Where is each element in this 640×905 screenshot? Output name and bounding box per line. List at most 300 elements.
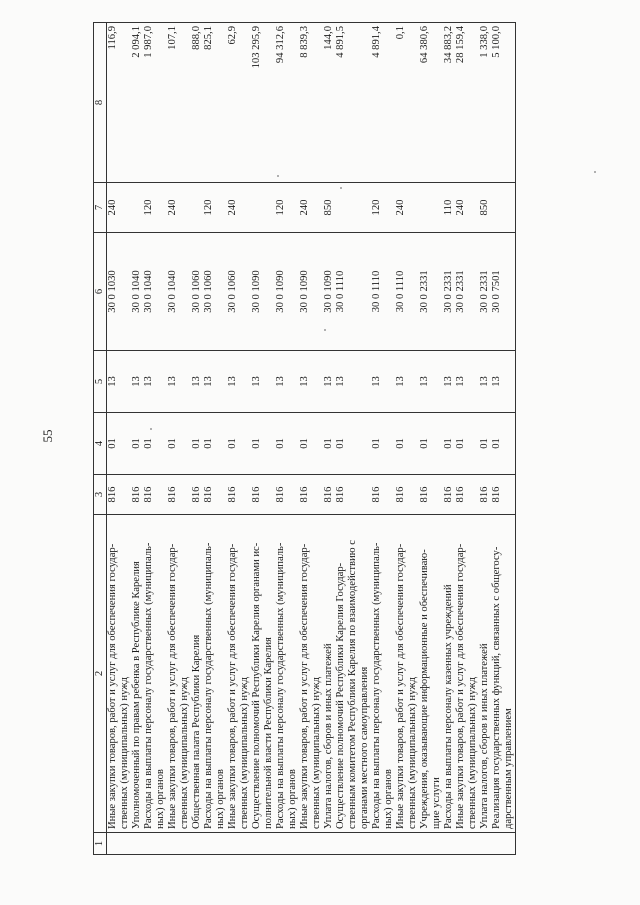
- cell-text: 94 312,6: [275, 26, 286, 64]
- cell-text: 240: [299, 199, 310, 216]
- cell-text: 816: [419, 486, 430, 503]
- cell-text: щие услуги: [431, 777, 442, 829]
- cell-c4: [191, 413, 203, 475]
- cell-c3: [167, 475, 191, 515]
- cell-c1: [203, 833, 227, 855]
- cell-text: ных) органов: [215, 769, 226, 829]
- cell-text: Осуществление полномочий Республики Карелия Государ-: [335, 562, 346, 829]
- cell-c1: [479, 833, 491, 855]
- cell-c3: [419, 475, 443, 515]
- cell-c1: [395, 833, 419, 855]
- cell-text: Иные закупки товаров, работ и услуг для обеспечения государ-: [395, 543, 406, 829]
- cell-text: 816: [371, 486, 382, 503]
- cell-c8: [143, 23, 167, 183]
- row-name-cell: [491, 515, 516, 833]
- cell-text: Уплата налогов, сборов и иных платежей: [323, 643, 334, 829]
- cell-text: 64 380,6: [419, 26, 430, 64]
- cell-c3: [395, 475, 419, 515]
- cell-c3: [191, 475, 203, 515]
- cell-text: 13: [479, 376, 490, 387]
- cell-text: 0,1: [395, 26, 406, 40]
- cell-c3: [455, 475, 479, 515]
- cell-text: 01: [251, 438, 262, 449]
- cell-c8: [227, 23, 251, 183]
- cell-text: 850: [323, 199, 334, 216]
- table-row: [143, 23, 167, 855]
- column-header-4: 4: [94, 413, 107, 475]
- cell-c7: [371, 183, 395, 233]
- cell-text: 01: [167, 438, 178, 449]
- table-row: [491, 23, 516, 855]
- cell-c6: [299, 233, 323, 351]
- cell-text: дарственным управлением: [503, 708, 514, 829]
- cell-c4: [371, 413, 395, 475]
- cell-c1: [107, 833, 132, 855]
- row-name-cell: [167, 515, 191, 833]
- cell-text: 30 0 1090: [323, 270, 334, 313]
- scan-speck: [324, 329, 326, 331]
- cell-c5: [131, 351, 143, 413]
- table-row: [131, 23, 143, 855]
- cell-c1: [131, 833, 143, 855]
- cell-text: Иные закупки товаров, работ и услуг для обеспечения государ-: [227, 543, 238, 829]
- cell-c8: [203, 23, 227, 183]
- cell-c1: [455, 833, 479, 855]
- table-row: [419, 23, 443, 855]
- cell-text: 825,1: [203, 26, 214, 50]
- cell-text: 120: [143, 199, 154, 216]
- budget-table: [93, 22, 516, 855]
- row-name-cell: [143, 515, 167, 833]
- cell-text: 2 094,1: [131, 26, 142, 58]
- cell-c4: [335, 413, 371, 475]
- cell-text: ственных (муниципальных) нужд: [179, 677, 190, 829]
- cell-text: 30 0 1110: [371, 270, 382, 313]
- cell-c7: [167, 183, 191, 233]
- cell-c6: [491, 233, 516, 351]
- cell-text: ственных (муниципальных) нужд: [407, 677, 418, 829]
- column-header-2: 2: [94, 515, 107, 833]
- cell-c7: [479, 183, 491, 233]
- cell-c6: [371, 233, 395, 351]
- cell-text: 01: [191, 438, 202, 449]
- cell-text: 01: [443, 438, 454, 449]
- cell-text: 13: [419, 376, 430, 387]
- row-name-cell: [479, 515, 491, 833]
- cell-c5: [491, 351, 516, 413]
- cell-text: 30 0 2331: [419, 270, 430, 313]
- row-name-cell: [107, 515, 132, 833]
- cell-text: 850: [479, 199, 490, 216]
- cell-text: 13: [143, 376, 154, 387]
- cell-c5: [275, 351, 299, 413]
- cell-c4: [323, 413, 335, 475]
- row-name-cell: [443, 515, 455, 833]
- table-row: [299, 23, 323, 855]
- cell-text: Иные закупки товаров, работ и услуг для обеспечения государ-: [107, 543, 118, 829]
- cell-c4: [203, 413, 227, 475]
- cell-c8: [419, 23, 443, 183]
- cell-text: 1 987,0: [143, 26, 154, 58]
- row-name-cell: [227, 515, 251, 833]
- cell-c4: [395, 413, 419, 475]
- cell-c7: [455, 183, 479, 233]
- cell-c1: [191, 833, 203, 855]
- cell-c7: [491, 183, 516, 233]
- cell-text: 816: [323, 486, 334, 503]
- cell-text: 13: [371, 376, 382, 387]
- cell-c4: [491, 413, 516, 475]
- cell-text: 01: [335, 438, 346, 449]
- cell-text: 01: [299, 438, 310, 449]
- cell-c8: [455, 23, 479, 183]
- cell-text: 240: [167, 199, 178, 216]
- cell-c5: [443, 351, 455, 413]
- cell-text: 13: [299, 376, 310, 387]
- cell-text: 13: [203, 376, 214, 387]
- cell-c5: [395, 351, 419, 413]
- cell-text: 30 0 1060: [227, 270, 238, 313]
- cell-c1: [251, 833, 275, 855]
- cell-c5: [251, 351, 275, 413]
- cell-text: 816: [479, 486, 490, 503]
- cell-text: 240: [107, 199, 118, 216]
- cell-c6: [419, 233, 443, 351]
- cell-text: ственных (муниципальных) нужд: [467, 677, 478, 829]
- cell-text: 116,9: [107, 26, 118, 50]
- column-header-8: 8: [94, 23, 107, 183]
- cell-text: 103 295,9: [251, 26, 262, 69]
- cell-text: 107,1: [167, 26, 178, 50]
- cell-c3: [443, 475, 455, 515]
- cell-text: 01: [275, 438, 286, 449]
- cell-text: 30 0 1040: [143, 270, 154, 313]
- cell-c4: [419, 413, 443, 475]
- cell-c3: [335, 475, 371, 515]
- cell-text: 01: [419, 438, 430, 449]
- column-header-7: 7: [94, 183, 107, 233]
- cell-text: 816: [167, 486, 178, 503]
- row-name-cell: [335, 515, 371, 833]
- table-row: [107, 23, 132, 855]
- cell-text: Учреждения, оказывающие информационные и обеспечиваю-: [419, 549, 430, 829]
- cell-text: 120: [275, 199, 286, 216]
- cell-c7: [131, 183, 143, 233]
- cell-c5: [203, 351, 227, 413]
- cell-text: 816: [275, 486, 286, 503]
- column-header-1: 1: [94, 833, 107, 855]
- table-row: [167, 23, 191, 855]
- cell-text: 4 891,4: [371, 26, 382, 58]
- page-number: 55: [40, 429, 55, 443]
- cell-text: Осуществление полномочий Республики Карелия органами ис-: [251, 542, 262, 829]
- cell-c8: [275, 23, 299, 183]
- scan-speck: [340, 187, 342, 189]
- scan-speck: [277, 175, 279, 177]
- cell-text: 30 0 1090: [275, 270, 286, 313]
- cell-text: 30 0 1110: [335, 270, 346, 313]
- cell-text: 240: [455, 199, 466, 216]
- cell-c6: [323, 233, 335, 351]
- table-row: [323, 23, 335, 855]
- column-header-5: 5: [94, 351, 107, 413]
- cell-c1: [227, 833, 251, 855]
- header-row: [94, 23, 107, 855]
- cell-c5: [167, 351, 191, 413]
- cell-c4: [251, 413, 275, 475]
- cell-c4: [227, 413, 251, 475]
- cell-c5: [107, 351, 132, 413]
- cell-text: 13: [395, 376, 406, 387]
- cell-c8: [443, 23, 455, 183]
- cell-c7: [107, 183, 132, 233]
- cell-text: 13: [335, 376, 346, 387]
- cell-text: 01: [107, 438, 118, 449]
- cell-text: 816: [203, 486, 214, 503]
- cell-text: 816: [107, 486, 118, 503]
- column-header-6: 6: [94, 233, 107, 351]
- cell-c6: [455, 233, 479, 351]
- cell-text: 01: [371, 438, 382, 449]
- cell-c8: [167, 23, 191, 183]
- cell-c1: [419, 833, 443, 855]
- cell-c3: [143, 475, 167, 515]
- cell-c6: [227, 233, 251, 351]
- cell-c3: [251, 475, 275, 515]
- cell-text: 816: [191, 486, 202, 503]
- cell-text: 110: [443, 199, 454, 216]
- cell-c7: [191, 183, 203, 233]
- cell-c8: [371, 23, 395, 183]
- scan-speck: [594, 171, 596, 173]
- cell-c6: [143, 233, 167, 351]
- cell-text: 1 338,0: [479, 26, 490, 58]
- cell-text: 01: [227, 438, 238, 449]
- cell-text: Иные закупки товаров, работ и услуг для обеспечения государ-: [299, 543, 310, 829]
- cell-c1: [167, 833, 191, 855]
- cell-c3: [371, 475, 395, 515]
- cell-text: 120: [371, 199, 382, 216]
- cell-text: ственных (муниципальных) нужд: [239, 677, 250, 829]
- cell-c7: [299, 183, 323, 233]
- cell-text: 30 0 7501: [491, 270, 502, 313]
- cell-c7: [323, 183, 335, 233]
- cell-c1: [491, 833, 516, 855]
- cell-text: 13: [323, 376, 334, 387]
- row-name-cell: [371, 515, 395, 833]
- cell-text: Расходы на выплаты персоналу государственных (муниципаль-: [275, 542, 286, 829]
- cell-c4: [479, 413, 491, 475]
- cell-text: 13: [275, 376, 286, 387]
- cell-text: 240: [227, 199, 238, 216]
- cell-c6: [335, 233, 371, 351]
- cell-c5: [143, 351, 167, 413]
- cell-text: 4 891,5: [335, 26, 346, 58]
- cell-c3: [479, 475, 491, 515]
- cell-c7: [227, 183, 251, 233]
- table-row: [443, 23, 455, 855]
- cell-text: 30 0 1090: [251, 270, 262, 313]
- cell-text: 816: [131, 486, 142, 503]
- cell-c4: [299, 413, 323, 475]
- cell-text: 13: [107, 376, 118, 387]
- cell-c1: [299, 833, 323, 855]
- cell-text: 816: [443, 486, 454, 503]
- cell-text: 816: [143, 486, 154, 503]
- row-name-cell: [131, 515, 143, 833]
- cell-text: 30 0 1040: [131, 270, 142, 313]
- cell-text: ственных (муниципальных) нужд: [311, 677, 322, 829]
- cell-c3: [107, 475, 132, 515]
- cell-text: 13: [443, 376, 454, 387]
- cell-c6: [203, 233, 227, 351]
- cell-text: Расходы на выплаты персоналу государственных (муниципаль-: [203, 542, 214, 829]
- table-row: [479, 23, 491, 855]
- cell-c4: [167, 413, 191, 475]
- table-row: [371, 23, 395, 855]
- row-name-cell: [323, 515, 335, 833]
- cell-c1: [371, 833, 395, 855]
- cell-c6: [395, 233, 419, 351]
- row-name-cell: [455, 515, 479, 833]
- cell-c6: [275, 233, 299, 351]
- cell-text: 30 0 1060: [203, 270, 214, 313]
- cell-text: Уполномоченный по правам ребенка в Республике Карелия: [131, 561, 142, 829]
- cell-c6: [479, 233, 491, 351]
- cell-text: 62,9: [227, 26, 238, 45]
- cell-text: 01: [143, 438, 154, 449]
- cell-c3: [203, 475, 227, 515]
- cell-c4: [143, 413, 167, 475]
- cell-c5: [299, 351, 323, 413]
- cell-text: 01: [479, 438, 490, 449]
- cell-text: Уплата налогов, сборов и иных платежей: [479, 643, 490, 829]
- cell-c5: [191, 351, 203, 413]
- cell-c1: [143, 833, 167, 855]
- cell-text: Реализация государственных функций, связанных с общегосу-: [491, 546, 502, 829]
- cell-c8: [131, 23, 143, 183]
- cell-text: Иные закупки товаров, работ и услуг для обеспечения государ-: [455, 543, 466, 829]
- row-name-cell: [299, 515, 323, 833]
- cell-c7: [443, 183, 455, 233]
- cell-c4: [455, 413, 479, 475]
- cell-text: 816: [395, 486, 406, 503]
- cell-text: 816: [491, 486, 502, 503]
- cell-text: 13: [455, 376, 466, 387]
- cell-text: Общественная палата Республики Карелия: [191, 634, 202, 829]
- cell-c5: [419, 351, 443, 413]
- cell-c8: [491, 23, 516, 183]
- cell-text: 01: [491, 438, 502, 449]
- cell-text: органами местного самоуправления: [359, 666, 370, 829]
- cell-c5: [479, 351, 491, 413]
- cell-text: 30 0 2331: [455, 270, 466, 313]
- cell-text: 01: [455, 438, 466, 449]
- cell-c7: [419, 183, 443, 233]
- cell-c3: [323, 475, 335, 515]
- cell-text: 816: [455, 486, 466, 503]
- cell-c1: [275, 833, 299, 855]
- cell-c7: [395, 183, 419, 233]
- cell-text: 01: [323, 438, 334, 449]
- cell-text: 816: [227, 486, 238, 503]
- row-name-cell: [275, 515, 299, 833]
- cell-text: 01: [131, 438, 142, 449]
- cell-text: 30 0 1040: [167, 270, 178, 313]
- cell-text: Расходы на выплаты персоналу казенных учреждений: [443, 584, 454, 829]
- scan-speck: [150, 428, 152, 430]
- table-row: [227, 23, 251, 855]
- cell-c5: [335, 351, 371, 413]
- cell-c1: [335, 833, 371, 855]
- cell-text: ных) органов: [155, 769, 166, 829]
- cell-c5: [371, 351, 395, 413]
- table-row: [335, 23, 371, 855]
- cell-c1: [443, 833, 455, 855]
- cell-c8: [299, 23, 323, 183]
- cell-text: ственным комитетом Республики Карелия по взаимодействию с: [347, 540, 358, 829]
- cell-c3: [275, 475, 299, 515]
- row-name-cell: [191, 515, 203, 833]
- cell-text: Расходы на выплаты персоналу государственных (муниципаль-: [143, 542, 154, 829]
- cell-text: 13: [191, 376, 202, 387]
- cell-text: 144,0: [323, 26, 334, 50]
- cell-text: 13: [491, 376, 502, 387]
- cell-c7: [143, 183, 167, 233]
- cell-c5: [455, 351, 479, 413]
- table-row: [251, 23, 275, 855]
- cell-c6: [191, 233, 203, 351]
- cell-c4: [443, 413, 455, 475]
- cell-text: 816: [251, 486, 262, 503]
- cell-c6: [107, 233, 132, 351]
- cell-c7: [203, 183, 227, 233]
- cell-text: 30 0 1030: [107, 270, 118, 313]
- cell-text: 5 100,0: [491, 26, 502, 58]
- table-row: [275, 23, 299, 855]
- cell-text: 816: [299, 486, 310, 503]
- cell-text: 13: [227, 376, 238, 387]
- cell-text: ственных (муниципальных) нужд: [119, 677, 130, 829]
- row-name-cell: [251, 515, 275, 833]
- cell-text: ных) органов: [383, 769, 394, 829]
- cell-c8: [335, 23, 371, 183]
- cell-c1: [323, 833, 335, 855]
- cell-c7: [275, 183, 299, 233]
- rotated-table-container: [93, 23, 563, 855]
- cell-c8: [191, 23, 203, 183]
- cell-text: 240: [395, 199, 406, 216]
- cell-c7: [251, 183, 275, 233]
- cell-text: Расходы на выплаты персоналу государственных (муниципаль-: [371, 542, 382, 829]
- cell-text: 30 0 1060: [191, 270, 202, 313]
- cell-c3: [131, 475, 143, 515]
- cell-c6: [251, 233, 275, 351]
- cell-c4: [131, 413, 143, 475]
- cell-text: 120: [203, 199, 214, 216]
- cell-c8: [107, 23, 132, 183]
- row-name-cell: [203, 515, 227, 833]
- table-row: [191, 23, 203, 855]
- cell-c8: [251, 23, 275, 183]
- cell-c5: [227, 351, 251, 413]
- cell-text: 8 839,3: [299, 26, 310, 58]
- table-row: [203, 23, 227, 855]
- cell-text: 30 0 1090: [299, 270, 310, 313]
- cell-text: 816: [335, 486, 346, 503]
- cell-c3: [299, 475, 323, 515]
- cell-text: 13: [167, 376, 178, 387]
